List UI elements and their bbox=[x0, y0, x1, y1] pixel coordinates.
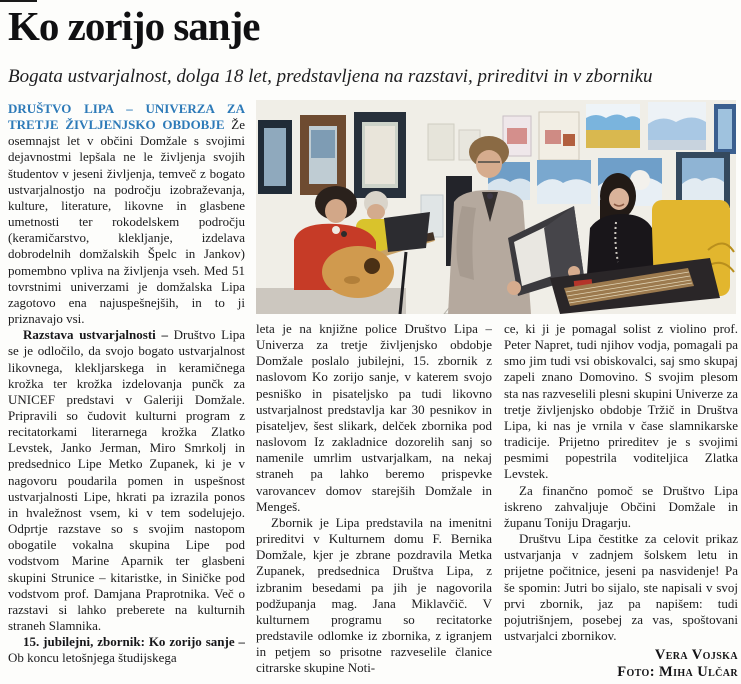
paragraph-zbornik-text: Ob koncu letošnjega študijskega bbox=[8, 650, 177, 666]
byline-author: Vera Vojska bbox=[654, 647, 738, 664]
paragraph-exhibition-text: Društvo Lipa se je odločilo, da svojo bogato ustvarjalnost likovnega, klekljarskega in keramičnega krožka ter krožka izdelovanja punčk za UNICEF predstavi v Galeriji Domžale. Pripravili so čudovit kulturni program z recitatorkami literarnega krožka Zlatko Levstek, Janko Jerman, Miro Smrkolj in predsednico Lipe Metko Zupanek, ki je v nagovoru poudarila pomen in uspešnost ustvarjalnosti Lipe, hkrati pa izrazila ponos in hvaležnost vsem, ki v tem sodelujejo. Odprtje razstave so s svojim nastopom obogatile vokalna skupina Lipe pod vodstvom Marine Aparnik ter glasbeni skupini Strunice – kitaristke, in Siničke pod vodstvom prof. Damjana Praprotnika. Več o razstavi si lahko preberete na kulturnih straneh Slamnika. bbox=[8, 327, 245, 633]
article-column-1 bbox=[8, 101, 245, 684]
paragraph-intro-text: Že osemnajst let v občini Domžale s svojimi dejavnostmi lepšala ne le življenja svojih študentov v jeseni življenja, temveč z bogato ustvarjalnostjo na področju izobraževanja, kulture, literature, likovne in glasbene umetnosti ter rokodelskem področju (keramičarstvo, klekljanje, izdelava dobrodelnih domžalskih Špelc in Jankov) pomembno vpliva na življenja vseh. Med 51 tovrstnimi univerzami je domžalska Lipa zagotovo ena najuspešnejših, in to ji priznavajo vsi. bbox=[8, 117, 245, 327]
article-column-3 bbox=[504, 321, 738, 684]
article-photo-illustration bbox=[256, 100, 736, 314]
article-column-2 bbox=[256, 321, 492, 684]
photo-floor bbox=[256, 288, 406, 314]
paragraph-zbornik-label: 15. jubilejni, zbornik: Ko zorijo sanje – bbox=[23, 634, 245, 650]
paragraph-presentation: Zbornik je Lipa predstavila na imenitni prireditvi v Kulturnem domu F. Bernika Domžale, kjer je zbrane pozdravila Metka Zupanek, predsednica Društva Lipa, z izbranim besedami pa jih je nagovorila podžupanja mag. Jana Miklavčič. V kulturnem programu so recitatorke predstavile odlomke iz zbornika, z igranjem in petjem so prisotne razveselile članice citrarske skupine Noti- bbox=[256, 514, 492, 676]
byline-block bbox=[504, 647, 738, 681]
paragraph-exhibition-label: Razstava ustvarjalnosti – bbox=[23, 327, 168, 343]
article-title: Ko zorijo sanje bbox=[8, 3, 260, 49]
paragraph-presentation-continued: ce, ki ji je pomagal solist z violino prof. Peter Napret, tudi njihov vodja, pomagali pa smo jim tudi vsi obiskovalci, saj smo skupaj zapeli znano Domovino. S svojim plesom sta nas razveselili plesni skupini Univerze za tretje življenjsko obdobje Tržič in Društva Lipa, ki nas je vrnila v čase slamnikarske tradicije. Prijetno prireditev je s svojimi pesmimi popestrila voditeljica Zlatka Levstek. bbox=[504, 321, 738, 482]
article-subtitle: Bogata ustvarjalnost, dolga 18 let, predstavljena na razstavi, prireditvi in v zborniku bbox=[8, 66, 653, 87]
photo-left-frames bbox=[258, 112, 406, 198]
paragraph-closing: Društvu Lipa čestitke za celovit prikaz ustvarjanja v zadnjem šolskem letu in prijetne počitnice, jeseni pa nasvidenje! Pa še spomin: Jutri bo sijalo, ste napisali v svoj prvi zbornik, jaz pa napišem: tudi pojutrišnjem, posebej za vas, spoštovani ustvarjalci zbornikov. bbox=[504, 531, 738, 643]
paragraph-intro bbox=[8, 101, 245, 327]
paragraph-thanks: Za finančno pomoč se Društvo Lipa iskreno zahvaljuje Občini Domžale in županu Toniju Dragarju. bbox=[504, 482, 738, 530]
paragraph-exhibition bbox=[8, 327, 245, 634]
paragraph-zbornik-continued: leta je na knjižne police Društvo Lipa – Univerza za tretje življenjsko obdobje Domžale poslalo jubilejni, 15. zbornik z naslovom Ko zorijo sanje, v katerem svojo pesniško in pisateljsko pa tudi likovno ustvarjalnost predstavlja kar 30 pesnikov in pisateljev, šest slikark, delček zbornika pod naslovom Iz zakladnice dozorelih sanj so namenile umrlim ustvarjalkam, na nekaj straneh pa lahko beremo prispevke varovancev domov starejših Domžale in Mengeš. bbox=[256, 321, 492, 514]
article-photo bbox=[256, 100, 736, 314]
article-lead-in: DRUŠTVO LIPA – UNIVERZA ZA TRETJE ŽIVLJENJSKO OBDOBJE bbox=[8, 101, 245, 133]
byline-photo-credit: Foto: Miha Ulčar bbox=[617, 664, 738, 681]
paragraph-zbornik bbox=[8, 634, 245, 666]
